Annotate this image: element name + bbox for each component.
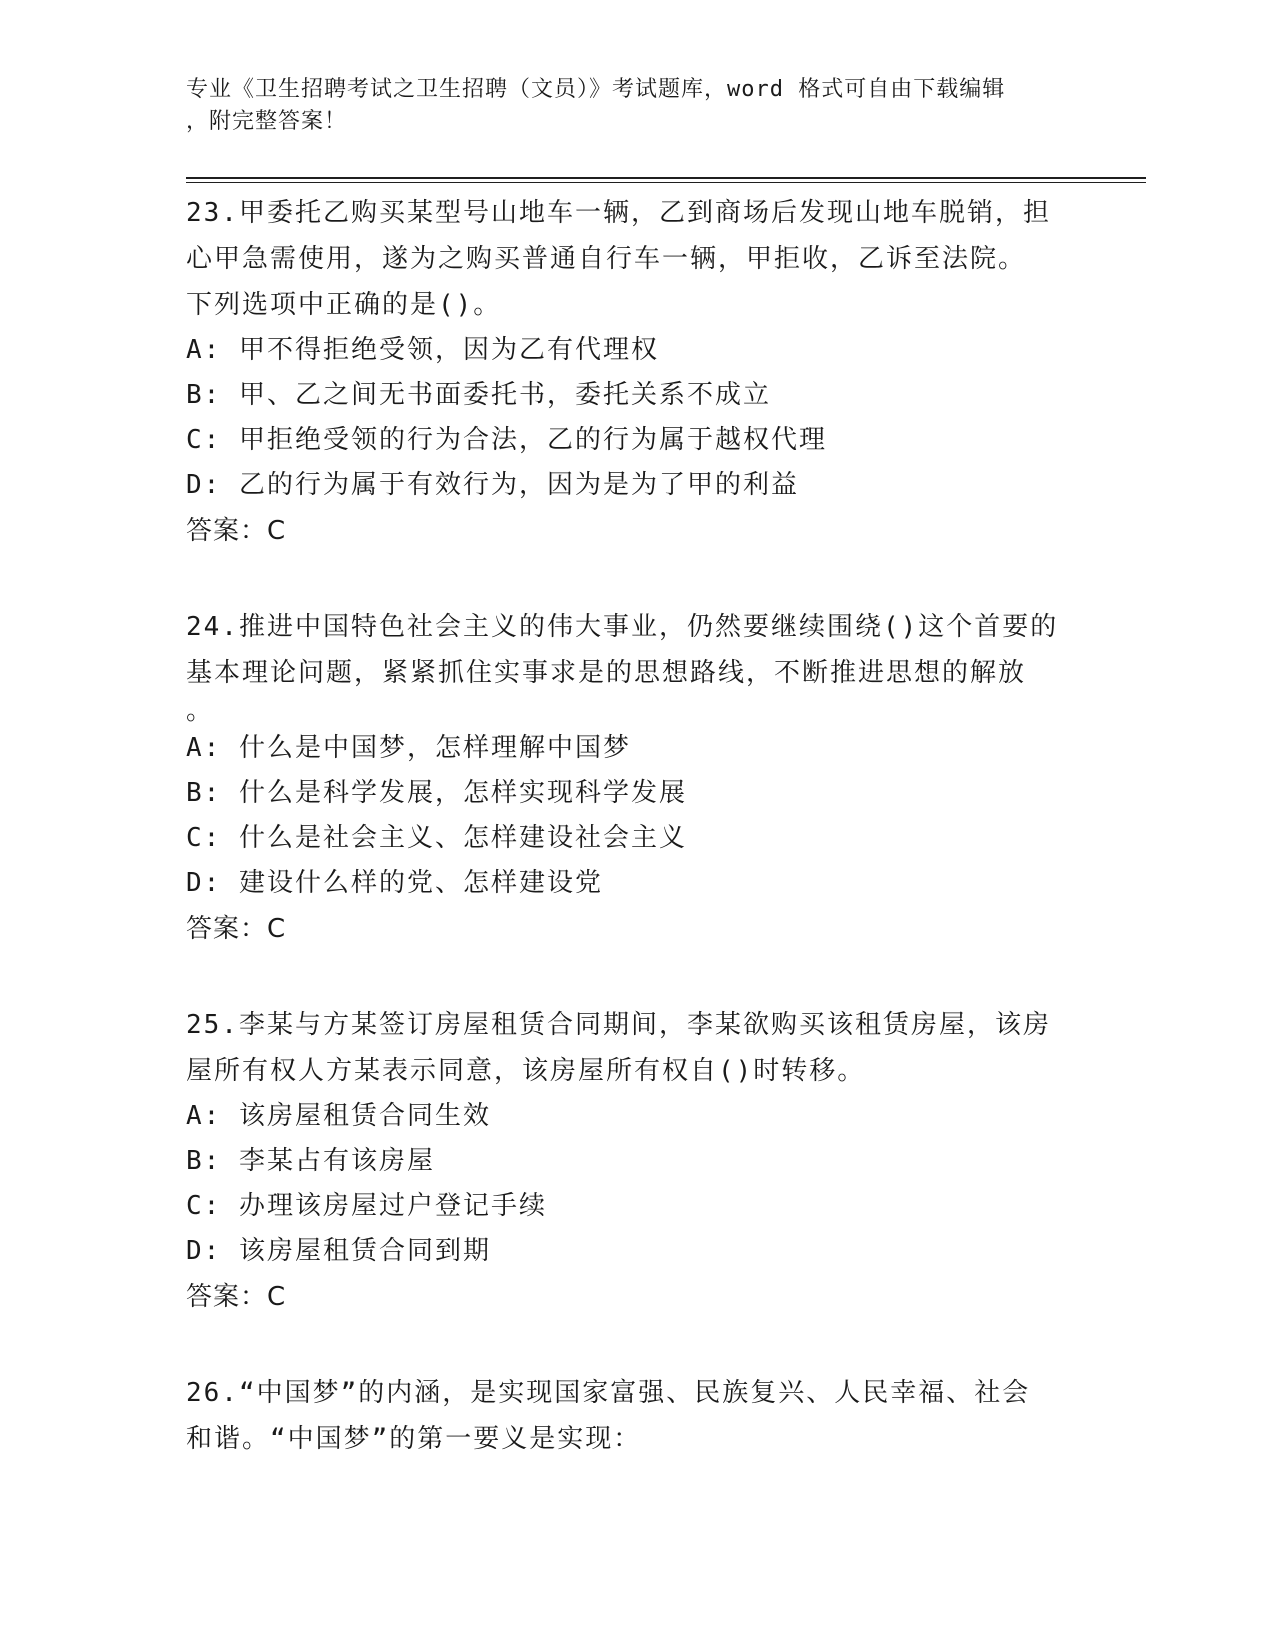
option-a: A: 该房屋租赁合同生效 — [186, 1101, 491, 1131]
option-b: B: 李某占有该房屋 — [186, 1146, 435, 1176]
option-b: B: 甲、乙之间无书面委托书，委托关系不成立 — [186, 380, 771, 410]
question-stem-line: 心甲急需使用，遂为之购买普通自行车一辆，甲拒收，乙诉至法院。 — [186, 244, 1027, 274]
option-d: D: 乙的行为属于有效行为，因为是为了甲的利益 — [186, 470, 799, 500]
option-c: C: 什么是社会主义、怎样建设社会主义 — [186, 823, 687, 853]
document-intro — [186, 74, 1086, 138]
header-divider-thin — [186, 182, 1146, 183]
intro-line-2: ，附完整答案！ — [186, 109, 348, 134]
intro-line-1: 专业《卫生招聘考试之卫生招聘（文员）》考试题库，word 格式可自由下载编辑 — [186, 77, 1006, 102]
question-stem-line: 26.“中国梦”的内涵，是实现国家富强、民族复兴、人民幸福、社会 — [186, 1378, 1031, 1408]
option-c: C: 甲拒绝受领的行为合法，乙的行为属于越权代理 — [186, 425, 827, 455]
answer-line: 答案：C — [186, 914, 287, 944]
option-c: C: 办理该房屋过户登记手续 — [186, 1191, 547, 1221]
question-24 — [186, 604, 1146, 952]
question-26 — [186, 1370, 1146, 1462]
option-b: B: 什么是科学发展，怎样实现科学发展 — [186, 778, 687, 808]
question-stem-line: 25.李某与方某签订房屋租赁合同期间，李某欲购买该租赁房屋，该房 — [186, 1010, 1051, 1040]
question-stem-line: 基本理论问题，紧紧抓住实事求是的思想路线，不断推进思想的解放 — [186, 658, 1027, 688]
question-stem-line: 和谐。“中国梦”的第一要义是实现： — [186, 1424, 642, 1454]
option-a: A: 甲不得拒绝受领，因为乙有代理权 — [186, 335, 659, 365]
header-divider-thick — [186, 177, 1146, 179]
option-a: A: 什么是中国梦，怎样理解中国梦 — [186, 733, 631, 763]
question-list — [186, 190, 1146, 1512]
option-d: D: 该房屋租赁合同到期 — [186, 1236, 491, 1266]
answer-line: 答案：C — [186, 516, 287, 546]
option-d: D: 建设什么样的党、怎样建设党 — [186, 868, 603, 898]
question-stem-line: 下列选项中正确的是()。 — [186, 290, 502, 320]
question-25 — [186, 1002, 1146, 1320]
question-stem-line: 屋所有权人方某表示同意，该房屋所有权自()时转移。 — [186, 1056, 866, 1086]
question-23 — [186, 190, 1146, 554]
question-stem-line: 。 — [186, 696, 215, 726]
question-stem-line: 24.推进中国特色社会主义的伟大事业，仍然要继续围绕()这个首要的 — [186, 612, 1059, 642]
question-stem-line: 23.甲委托乙购买某型号山地车一辆，乙到商场后发现山地车脱销，担 — [186, 198, 1051, 228]
answer-line: 答案：C — [186, 1282, 287, 1312]
